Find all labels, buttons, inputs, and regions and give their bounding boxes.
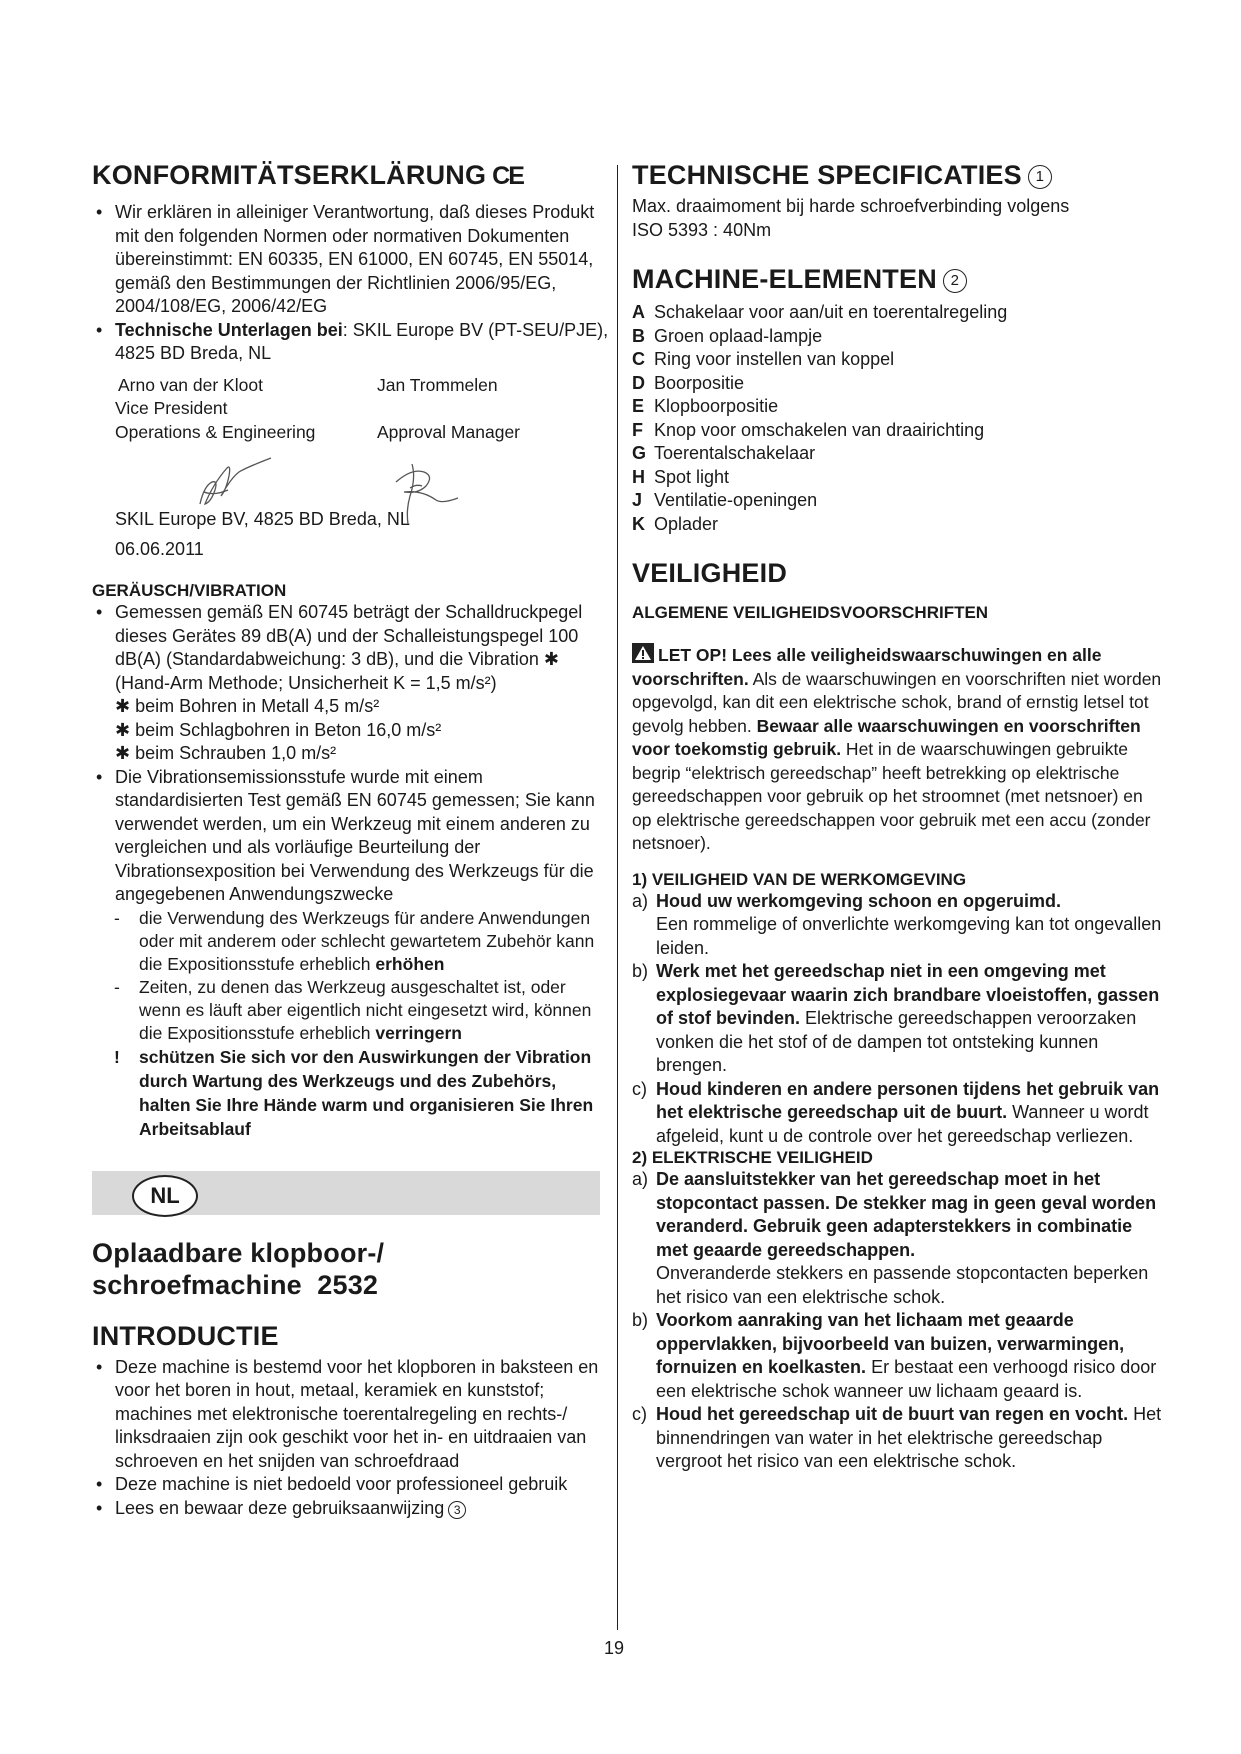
safety-text: Wanneer u wordt afgeleid, kunt u de controle over het gereedschap verliezen. xyxy=(656,1102,1149,1146)
element-item xyxy=(632,513,1162,537)
product-title-line-1: Oplaadbare klopboor-/ xyxy=(92,1237,385,1268)
page-number: 19 xyxy=(604,1638,625,1658)
element-text: Spot light xyxy=(654,466,730,487)
safety-text-1a: Een rommelige of onverlichte werkomgeving kan tot ongevallen leiden. xyxy=(656,914,1162,958)
dash-emphasis: verringern xyxy=(375,1022,462,1043)
geraeusch-title: GERÄUSCH/VIBRATION xyxy=(92,581,287,600)
vibration-value-1: ✱ beim Bohren in Metall 4,5 m/s² xyxy=(115,696,380,716)
safety-item-2b: b) Voorkom aanraking van het lichaam met geaarde oppervlakken, bijvoorbeeld van buizen, verwarmingen, fornuizen en koelkasten. Er bestaat een verhoogd risico door een elektrische schok wanneer uw lichaam geaard is. xyxy=(632,1310,1157,1401)
safety-bold: Voorkom aanraking van het lichaam met geaarde oppervlakken, bijvoorbeeld van buizen, verwarmingen, fornuizen en koelkasten. xyxy=(656,1310,1125,1377)
introductie-list xyxy=(92,1356,612,1521)
sig-title-1a: Vice President xyxy=(115,398,228,418)
sig-name-2: Jan Trommelen xyxy=(377,374,498,395)
ce-mark: CE xyxy=(492,162,523,190)
dash-emphasis: erhöhen xyxy=(375,953,445,974)
signature-area xyxy=(92,444,612,524)
safety-bold: De aansluitstekker van het gereedschap moet in het stopcontact passen. De stekker mag in geen geval worden veranderd. Gebruik geen adapterstekkers in combinatie met geaarde gereedschappen. xyxy=(656,1169,1157,1260)
element-item xyxy=(632,419,1162,443)
element-text: Toerentalschakelaar xyxy=(654,443,816,463)
konformitaet-title-text: KONFORMITÄTSERKLÄRUNG xyxy=(92,160,487,190)
safety-item-2c: c) Houd het gereedschap uit de buurt van regen en vocht. Het binnendringen van water in het elektrische gereedschap vergroot het risico van een elektrische schok. xyxy=(632,1404,1162,1471)
geraeusch-list xyxy=(92,601,612,695)
element-letter: K xyxy=(632,513,645,534)
elements-title xyxy=(632,264,1162,295)
language-badge: NL xyxy=(132,1175,198,1217)
list-item: • Wir erklären in alleiniger Verantwortung, daß dieses Produkt mit den folgenden Normen oder normativen Dokumenten übereinstimmt: EN 60335, EN 61000, EN 60745, EN 55014, gemäß den Bestimmungen der Richtlinien 2006/95/EG, 2004/108/EG, 2006/42/EG xyxy=(92,201,612,319)
vibration-warning-text: schützen Sie sich vor den Auswirkungen der Vibration durch Wartung des Werkzeugs und des Zubehörs, halten Sie Ihre Hände warm und organisieren Sie Ihren Arbeitsablauf xyxy=(139,1046,594,1139)
list-item: • Gemessen gemäß EN 60745 beträgt der Schalldruckpegel dieses Gerätes 89 dB(A) und der Schalleistungspegel 100 dB(A) (Standardabweichung: 3 dB), und die Vibration ✱ (Hand-Arm Methode; Unsicherheit K = 1,5 m/s²) xyxy=(92,601,612,695)
intro-b3-text: Lees en bewaar deze gebruiksaanwijzing xyxy=(115,1497,445,1518)
figure-ref-3: 3 xyxy=(448,1501,466,1519)
product-title-line-2: schroefmachine 2532 xyxy=(92,1269,379,1300)
list-item xyxy=(92,319,612,366)
safety-item-2a: a) De aansluitstekker van het gereedschap moet in het stopcontact passen. De stekker mag in geen geval worden veranderd. Gebruik geen adapterstekkers in combinatie met geaarde gereedschappen. xyxy=(632,1169,1157,1260)
tech-title xyxy=(632,160,1162,191)
vibration-value-3: ✱ beim Schrauben 1,0 m/s² xyxy=(115,743,337,763)
warning-bold-2: Bewaar alle waarschuwingen en voorschriften voor toekomstig gebruik. xyxy=(632,715,1141,759)
tech-spec-line-2: ISO 5393 : 40Nm xyxy=(632,219,772,240)
safety-text-2a: Onveranderde stekkers en passende stopcontacten beperken het risico van een elektrische schok. xyxy=(656,1263,1149,1307)
element-letter: J xyxy=(632,490,643,510)
safety-bold: Houd kinderen en andere personen tijdens het gebruik van het elektrische gereedschap uit de buurt. xyxy=(656,1078,1160,1122)
list-item: • Deze machine is bestemd voor het klopboren in baksteen en voor het boren in hout, metaal, keramiek en kunststof; machines met elektronische toerentalregeling en rechts-/ linksdraaien zijn ook geschikt voor het in- en uitdraaien van schroeven en het snijden van schroefdraad xyxy=(92,1356,612,1474)
safety-bold: Werk met het gereedschap niet in een omgeving met explosiegevaar waarin zich brandbare vloeistoffen, gassen of stof bevinden. xyxy=(656,961,1160,1028)
handwritten-signatures xyxy=(92,444,612,524)
warning-text-1: Als de waarschuwingen en voorschriften niet worden opgevolgd, kan dit een elektrische schok, brand of ernstig letsel tot gevolg hebben. xyxy=(632,668,1162,736)
safety-item-1c: c) Houd kinderen en andere personen tijdens het gebruik van het elektrische gereedschap uit de buurt. Wanneer u wordt afgeleid, kunt u de controle over het gereedschap verliezen. xyxy=(632,1078,1160,1146)
tech-docs-label: Technische Unterlagen bei xyxy=(115,319,343,340)
warning-triangle-icon xyxy=(632,643,654,663)
tech-title-text: TECHNISCHE SPECIFICATIES xyxy=(632,160,1022,190)
dash-item-2: - Zeiten, zu denen das Werkzeug ausgeschaltet ist, oder wenn es läuft aber eigentlich nicht eingesetzt wird, können die Expositionsstufe erheblich verringern xyxy=(114,976,592,1043)
element-letter: B xyxy=(632,325,645,346)
column-divider xyxy=(617,165,618,1630)
vibration-warning: ! schützen Sie sich vor den Auswirkungen der Vibration durch Wartung des Werkzeugs und des Zubehörs, halten Sie Ihre Hände warm und organisieren Sie Ihren Arbeitsablauf xyxy=(114,1046,594,1139)
company-address: SKIL Europe BV, 4825 BD Breda, NL xyxy=(115,509,410,529)
konformitaet-title xyxy=(92,160,612,191)
safety-item-1b: b) Werk met het gereedschap niet in een omgeving met explosiegevaar waarin zich brandbare vloeistoffen, gassen of stof bevinden. Elektrische gereedschappen veroorzaken vonken die het stof of de dampen tot ontsteking kunnen brengen. xyxy=(632,961,1160,1075)
element-letter: C xyxy=(632,349,645,369)
vibration-value-2: ✱ beim Schlagbohren in Beton 16,0 m/s² xyxy=(115,719,442,740)
tech-spec-line-1: Max. draaimoment bij harde schroefverbinding volgens xyxy=(632,196,1070,216)
element-text: Groen oplaad-lampje xyxy=(654,325,823,346)
element-item xyxy=(632,442,1162,466)
language-bar xyxy=(92,1171,600,1215)
warning-text-2: Het in de waarschuwingen gebruikte begrip “elektrisch gereedschap” heeft betrekking op elektrische gereedschappen voor gebruik op het stroomnet (met netsnoer) en op elektrische gereedschappen voor gebruik met een accu (zonder netsnoer). xyxy=(632,739,1151,853)
safety-bold: Houd uw werkomgeving schoon en opgeruimd. xyxy=(656,890,1062,911)
general-warning xyxy=(632,643,1162,856)
sig-name-1: Arno van der Kloot xyxy=(118,374,263,395)
element-item xyxy=(632,301,1162,325)
element-letter: A xyxy=(632,302,645,322)
safety-text: Elektrische gereedschappen veroorzaken vonken die het stof of de dampen tot ontsteking kunnen brengen. xyxy=(656,1008,1137,1075)
element-text: Oplader xyxy=(654,513,719,534)
element-item xyxy=(632,395,1162,419)
element-letter: D xyxy=(632,372,645,393)
figure-ref-2: 2 xyxy=(943,269,967,293)
element-letter: G xyxy=(632,443,647,463)
element-letter: H xyxy=(632,466,645,487)
element-item xyxy=(632,466,1162,490)
element-item xyxy=(632,325,1162,349)
list-item: • Die Vibrationsemissionsstufe wurde mit einem standardisierten Test gemäß EN 60745 gemessen; Sie kann verwendet werden, um ein Werkzeug mit einem anderen zu vergleichen und als vorläufige Beurteilung der Vibrationsexposition bei Verwendung des Werkzeugs für die angegebenen Anwendungszwecke xyxy=(92,766,612,907)
dash-text: Zeiten, zu denen das Werkzeug ausgeschaltet ist, oder wenn es läuft aber eigentlich nicht eingesetzt wird, können die Expositionsstufe erheblich xyxy=(139,976,592,1043)
element-item xyxy=(632,348,1162,372)
element-text: Ventilatie-openingen xyxy=(654,490,818,510)
element-text: Knop voor omschakelen van draairichting xyxy=(654,419,985,440)
right-column xyxy=(632,160,1162,1474)
dash-text: die Verwendung des Werkzeugs für andere Anwendungen oder mit anderem oder schlecht gewartetem Zubehör kann die Expositionsstufe erheblich xyxy=(139,907,595,974)
elements-title-text: MACHINE-ELEMENTEN xyxy=(632,264,937,294)
konformitaet-list xyxy=(92,201,612,366)
list-item: • Deze machine is niet bedoeld voor professioneel gebruik xyxy=(92,1473,612,1497)
section-2-title: 2) ELEKTRISCHE VEILIGHEID xyxy=(632,1148,873,1167)
sig-title-2: Approval Manager xyxy=(377,421,520,442)
safety-item-1a: a) Houd uw werkomgeving schoon en opgeruimd. xyxy=(632,890,1062,911)
geraeusch-list-2 xyxy=(92,766,612,907)
section-1-title: 1) VEILIGHEID VAN DE WERKOMGEVING xyxy=(632,869,967,889)
veiligheid-title: VEILIGHEID xyxy=(632,558,788,588)
introductie-title: INTRODUCTIE xyxy=(92,1320,279,1351)
safety-bold: Houd het gereedschap uit de buurt van regen en vocht. xyxy=(656,1404,1129,1424)
element-item xyxy=(632,489,1162,513)
element-text: Klopboorpositie xyxy=(654,396,779,416)
left-column xyxy=(92,160,612,1520)
element-text: Schakelaar voor aan/uit en toerentalregeling xyxy=(654,302,1008,322)
tech-docs-address: : SKIL Europe BV (PT-SEU/PJE), 4825 BD Breda, NL xyxy=(115,319,609,363)
figure-ref-1: 1 xyxy=(1028,165,1052,189)
safety-text: Het binnendringen van water in het elektrische gereedschap vergroot het risico van een elektrische schok. xyxy=(656,1404,1162,1471)
veiligheid-subtitle: ALGEMENE VEILIGHEIDSVOORSCHRIFTEN xyxy=(632,603,989,622)
product-title xyxy=(92,1237,612,1301)
sig-title-1b: Operations & Engineering xyxy=(115,421,316,442)
element-text: Boorpositie xyxy=(654,372,745,393)
dash-item-1: - die Verwendung des Werkzeugs für andere Anwendungen oder mit anderem oder schlecht gewartetem Zubehör kann die Expositionsstufe erheblich erhöhen xyxy=(114,907,595,974)
element-item xyxy=(632,372,1162,396)
list-item xyxy=(92,1497,612,1521)
signatories xyxy=(115,374,612,445)
element-letter: E xyxy=(632,396,645,416)
elements-list xyxy=(632,301,1162,536)
warning-bold-1: LET OP! Lees alle veiligheidswaarschuwingen en alle voorschriften. xyxy=(632,645,1102,689)
declaration-date: 06.06.2011 xyxy=(115,538,204,559)
element-letter: F xyxy=(632,419,643,440)
safety-text: Er bestaat een verhoogd risico door een elektrische schok wanneer uw lichaam geaard is. xyxy=(656,1357,1157,1401)
element-text: Ring voor instellen van koppel xyxy=(654,349,895,369)
